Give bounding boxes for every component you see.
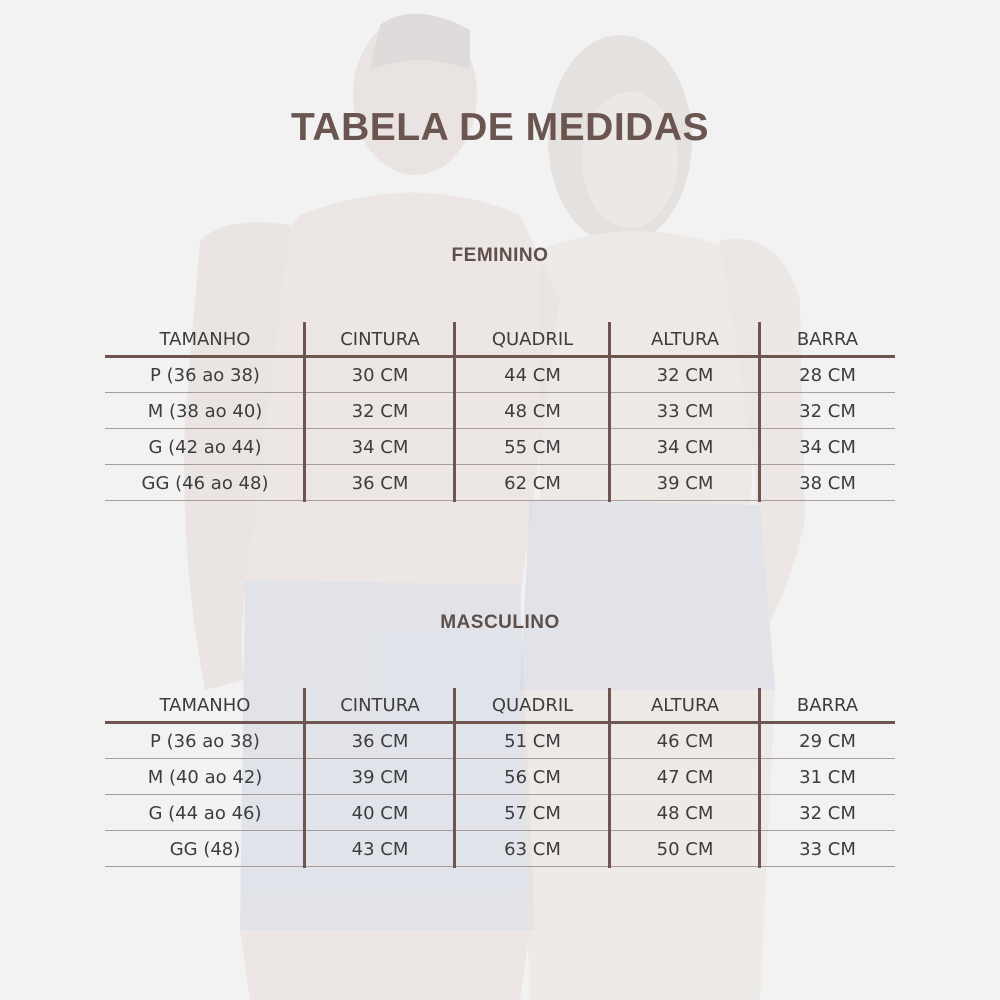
cell-barra: 32 CM xyxy=(799,803,856,824)
cell-altura: 32 CM xyxy=(656,365,714,386)
cell-cintura: 30 CM xyxy=(351,365,409,386)
header-quadril: QUADRIL xyxy=(491,695,574,716)
table-header-row xyxy=(105,322,895,358)
cell-tamanho: M (38 ao 40) xyxy=(147,401,263,422)
cell-quadril: 56 CM xyxy=(504,767,561,788)
cell-cintura: 34 CM xyxy=(351,437,409,458)
header-altura: ALTURA xyxy=(650,329,720,350)
row-divider xyxy=(105,428,895,429)
table-row xyxy=(105,796,895,832)
table-row xyxy=(105,394,895,430)
row-divider xyxy=(105,392,895,393)
row-divider xyxy=(105,830,895,831)
header-barra: BARRA xyxy=(796,329,859,350)
header-quadril: QUADRIL xyxy=(491,329,574,350)
cell-tamanho: M (40 ao 42) xyxy=(147,767,263,788)
column-divider xyxy=(758,322,761,502)
row-divider xyxy=(105,794,895,795)
row-divider xyxy=(105,500,895,501)
cell-tamanho: G (42 ao 44) xyxy=(148,437,262,458)
header-altura: ALTURA xyxy=(650,695,720,716)
column-divider xyxy=(758,688,761,868)
cell-barra: 38 CM xyxy=(799,473,856,494)
column-divider xyxy=(453,322,456,502)
header-tamanho: TAMANHO xyxy=(159,329,251,350)
cell-altura: 48 CM xyxy=(656,803,714,824)
page-title: TABELA DE MEDIDAS xyxy=(291,106,709,149)
cell-cintura: 36 CM xyxy=(351,473,409,494)
cell-tamanho: GG (46 ao 48) xyxy=(141,473,269,494)
cell-barra: 34 CM xyxy=(799,437,856,458)
cell-cintura: 43 CM xyxy=(351,839,409,860)
header-rule xyxy=(105,721,895,724)
cell-barra: 33 CM xyxy=(799,839,856,860)
cell-quadril: 48 CM xyxy=(504,401,561,422)
cell-altura: 33 CM xyxy=(656,401,714,422)
cell-cintura: 36 CM xyxy=(351,731,409,752)
cell-barra: 28 CM xyxy=(799,365,856,386)
header-barra: BARRA xyxy=(796,695,859,716)
cell-tamanho: P (36 ao 38) xyxy=(150,731,260,752)
table-row xyxy=(105,358,895,394)
header-cintura: CINTURA xyxy=(340,695,420,716)
table-header-row xyxy=(105,688,895,724)
header-rule xyxy=(105,355,895,358)
size-table-feminino xyxy=(105,322,895,502)
row-divider xyxy=(105,758,895,759)
table-row xyxy=(105,466,895,502)
cell-cintura: 40 CM xyxy=(351,803,409,824)
section-title-feminino: FEMININO xyxy=(451,245,549,266)
cell-barra: 31 CM xyxy=(799,767,856,788)
table-row xyxy=(105,724,895,760)
cell-barra: 29 CM xyxy=(799,731,856,752)
size-table-masculino xyxy=(105,688,895,868)
cell-tamanho: G (44 ao 46) xyxy=(148,803,262,824)
section-title-masculino: MASCULINO xyxy=(440,612,560,633)
cell-cintura: 32 CM xyxy=(351,401,409,422)
column-divider xyxy=(453,688,456,868)
column-divider xyxy=(608,688,611,868)
cell-quadril: 57 CM xyxy=(504,803,561,824)
cell-tamanho: GG (48) xyxy=(169,839,241,860)
table-row xyxy=(105,430,895,466)
cell-cintura: 39 CM xyxy=(351,767,409,788)
cell-altura: 50 CM xyxy=(656,839,714,860)
header-tamanho: TAMANHO xyxy=(159,695,251,716)
cell-quadril: 62 CM xyxy=(504,473,561,494)
row-divider xyxy=(105,464,895,465)
cell-quadril: 44 CM xyxy=(504,365,561,386)
table-row xyxy=(105,832,895,868)
cell-barra: 32 CM xyxy=(799,401,856,422)
table-row xyxy=(105,760,895,796)
column-divider xyxy=(303,322,306,502)
cell-quadril: 51 CM xyxy=(504,731,561,752)
cell-altura: 39 CM xyxy=(656,473,714,494)
cell-altura: 46 CM xyxy=(656,731,714,752)
cell-quadril: 63 CM xyxy=(504,839,561,860)
cell-tamanho: P (36 ao 38) xyxy=(150,365,260,386)
header-cintura: CINTURA xyxy=(340,329,420,350)
cell-quadril: 55 CM xyxy=(504,437,561,458)
cell-altura: 47 CM xyxy=(656,767,714,788)
column-divider xyxy=(608,322,611,502)
column-divider xyxy=(303,688,306,868)
row-divider xyxy=(105,866,895,867)
cell-altura: 34 CM xyxy=(656,437,714,458)
